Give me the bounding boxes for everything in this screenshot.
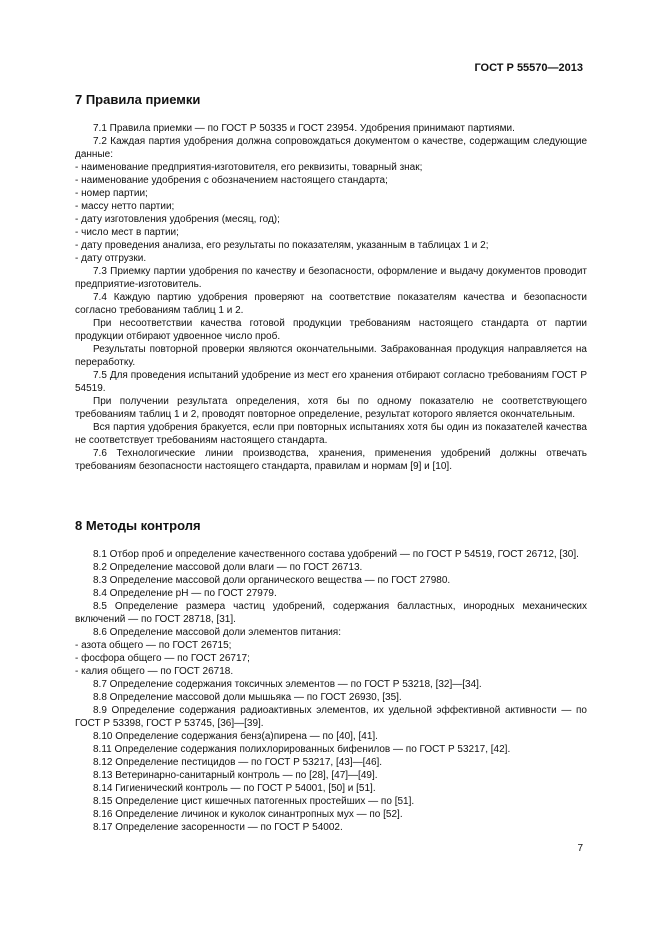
list-item: - дату проведения анализа, его результаты по показателям, указанным в таблицах 1 и 2; <box>75 240 489 251</box>
section-8-title: 8 Методы контроля <box>75 518 201 533</box>
list-item: - фосфора общего — по ГОСТ 26717; <box>75 653 250 664</box>
section-7-title: 7 Правила приемки <box>75 92 201 107</box>
method-line: 8.11 Определение содержания полихлорированных бифенилов — по ГОСТ Р 53217, [42]. <box>93 744 511 755</box>
page-number: 7 <box>577 843 583 854</box>
list-item: - наименование предприятия-изготовителя, его реквизиты, товарный знак; <box>75 162 423 173</box>
method-line: 8.16 Определение личинок и куколок синантропных мух — по [52]. <box>93 809 403 820</box>
method-line: 8.10 Определение содержания бенз(а)пирена — по [40], [41]. <box>93 731 378 742</box>
method-line: 8.4 Определение pH — по ГОСТ 27979. <box>93 588 277 599</box>
section-7 <box>75 93 587 473</box>
paragraph: При несоответствии качества готовой продукции требованиям настоящего стандарта от партии продукции отбирают удвоенное число проб. <box>75 318 587 342</box>
paragraph: 7.2 Каждая партия удобрения должна сопровождаться документом о качестве, содержащим следующие данные: <box>75 136 587 160</box>
paragraph: 7.5 Для проведения испытаний удобрение из мест его хранения отбирают согласно требованиям ГОСТ Р 54519. <box>75 370 587 394</box>
standard-code: ГОСТ Р 55570—2013 <box>474 62 583 74</box>
method-line: 8.14 Гигиенический контроль — по ГОСТ Р 54001, [50] и [51]. <box>93 783 376 794</box>
list-item: - массу нетто партии; <box>75 201 175 212</box>
list-item: - калия общего — по ГОСТ 26718. <box>75 666 234 677</box>
list-item: - число мест в партии; <box>75 227 179 238</box>
method-line: 8.7 Определение содержания токсичных элементов — по ГОСТ Р 53218, [32]—[34]. <box>93 679 482 690</box>
method-line: 8.5 Определение размера частиц удобрений, содержания балластных, инородных механических включений — по ГОСТ 28718, [31]. <box>75 601 587 625</box>
paragraph: 7.6 Технологические линии производства, хранения, применения удобрений должны отвечать требованиям безопасности настоящего стандарта, правилам и нормам [9] и [10]. <box>75 448 587 472</box>
method-line: 8.15 Определение цист кишечных патогенных простейших — по [51]. <box>93 796 415 807</box>
section-8 <box>75 519 587 834</box>
paragraph: При получении результата определения, хотя бы по одному показателю не соответствующего требованиям таблиц 1 и 2, проводят повторное определение, результат которого является окончательным. <box>75 396 587 420</box>
paragraph: 7.4 Каждую партию удобрения проверяют на соответствие показателям качества и безопасности согласно требованиям таблиц 1 и 2. <box>75 292 587 316</box>
list-item: - дату изготовления удобрения (месяц, год); <box>75 214 280 225</box>
list-item: - номер партии; <box>75 188 148 199</box>
paragraph: Результаты повторной проверки являются окончательными. Забракованная продукция направляется на переработку. <box>75 344 587 368</box>
method-line: 8.8 Определение массовой доли мышьяка — по ГОСТ 26930, [35]. <box>93 692 402 703</box>
method-line: 8.1 Отбор проб и определение качественного состава удобрений — по ГОСТ Р 54519, ГОСТ 26712, [30]. <box>93 549 579 560</box>
method-line: 8.3 Определение массовой доли органического вещества — по ГОСТ 27980. <box>93 575 451 586</box>
method-line: 8.17 Определение засоренности — по ГОСТ Р 54002. <box>93 822 343 833</box>
list-item: - наименование удобрения с обозначением настоящего стандарта; <box>75 175 388 186</box>
method-line: 8.6 Определение массовой доли элементов питания: <box>93 627 341 638</box>
list-item: - дату отгрузки. <box>75 253 147 264</box>
list-item: - азота общего — по ГОСТ 26715; <box>75 640 232 651</box>
method-line: 8.9 Определение содержания радиоактивных элементов, их удельной эффективной активности — по ГОСТ Р 53398, ГОСТ Р 53745, [36]—[39]. <box>75 705 587 729</box>
method-line: 8.12 Определение пестицидов — по ГОСТ Р 53217, [43]—[46]. <box>93 757 383 768</box>
paragraph: 7.3 Приемку партии удобрения по качеству и безопасности, оформление и выдачу документов проводит предприятие-изготовитель. <box>75 266 587 290</box>
method-line: 8.2 Определение массовой доли влаги — по ГОСТ 26713. <box>93 562 363 573</box>
paragraph: 7.1 Правила приемки — по ГОСТ Р 50335 и ГОСТ 23954. Удобрения принимают партиями. <box>93 123 515 134</box>
method-line: 8.13 Ветеринарно-санитарный контроль — по [28], [47]—[49]. <box>93 770 378 781</box>
paragraph: Вся партия удобрения бракуется, если при повторных испытаниях хотя бы один из показателей качества не соответствует требованиям настоящего стандарта. <box>75 422 587 446</box>
